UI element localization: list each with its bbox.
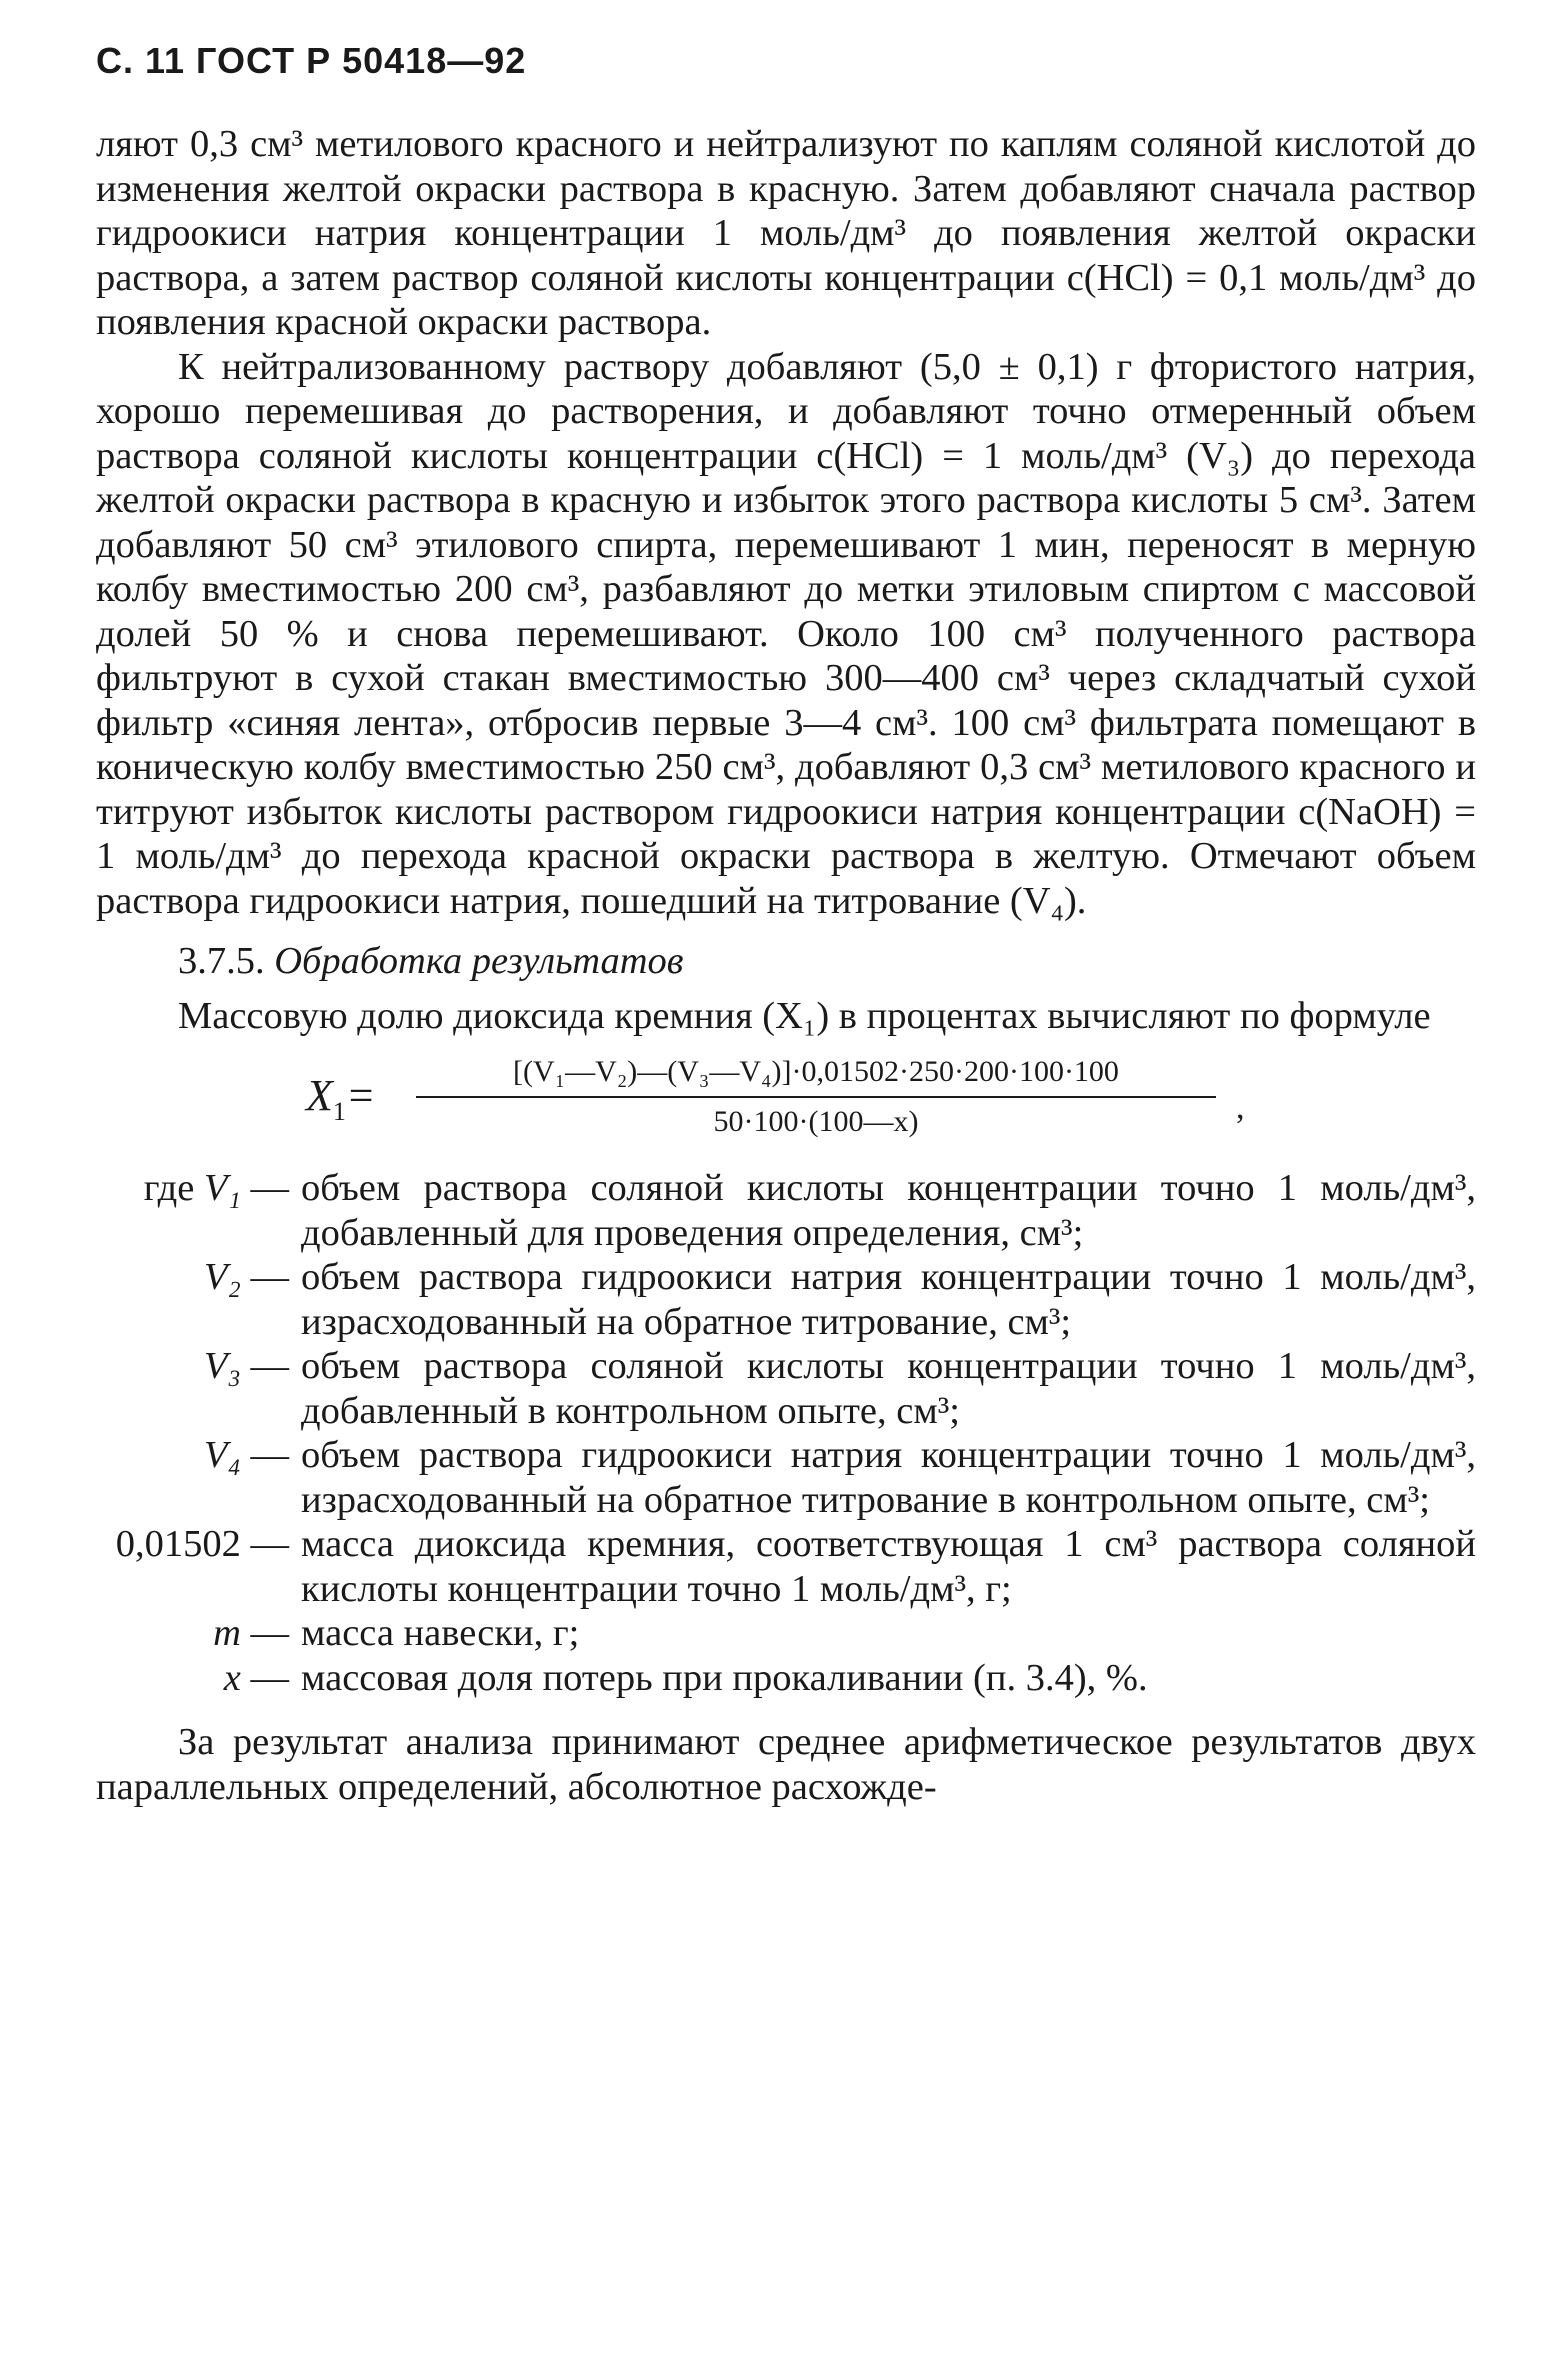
symbol-coefficient: 0,01502 [115, 1523, 241, 1565]
section-number: 3.7.5. [178, 940, 265, 982]
definition-dash: — [250, 1345, 289, 1387]
symbol-v4: V₄ [203, 1434, 241, 1476]
definition-symbol [96, 1344, 301, 1389]
page-header: С. 11 ГОСТ Р 50418—92 [96, 40, 527, 81]
definition-text: масса диоксида кремния, соответствующая 1 см³ раствора соляной кислоты концентрации точно 1 моль/дм³, г; [301, 1523, 1476, 1610]
symbol-x: x [223, 1656, 241, 1699]
definition-text: объем раствора соляной кислоты концентрации точно 1 моль/дм³, добавленный для проведения определения, см³; [301, 1167, 1476, 1254]
definition-symbol [96, 1255, 301, 1300]
definition-dash: — [250, 1656, 289, 1699]
symbol-v1: V₁ [203, 1167, 241, 1209]
definition-text: объем раствора гидроокиси натрия концентрации точно 1 моль/дм³, израсходованный на обратное титрование в контрольном опыте, см³; [301, 1434, 1476, 1521]
paragraph-last: За результат анализа принимают среднее арифметическое результатов двух параллельных определений, абсолютное расхожде- [96, 1721, 1476, 1808]
definition-item [96, 1344, 1476, 1433]
definition-symbol [96, 1166, 301, 1211]
definition-dash: — [250, 1612, 289, 1654]
definition-item [96, 1656, 1476, 1701]
formula-numerator: [(V₁—V₂)—(V₃—V₄)]·0,01502·250·200·100·100 [513, 1055, 1119, 1088]
formula-fraction [416, 1052, 1216, 1142]
document-body [96, 122, 1476, 1809]
formula-x1 [96, 1052, 1476, 1162]
fraction-bar [416, 1096, 1216, 1098]
formula-lhs-symbol: X [306, 1071, 333, 1120]
section-title: Обработка результатов [274, 940, 684, 982]
definition-symbol [96, 1611, 301, 1656]
definition-symbol [96, 1433, 301, 1478]
definition-item [96, 1433, 1476, 1522]
where-label: где [143, 1167, 195, 1209]
definition-text: объем раствора гидроокиси натрия концентрации точно 1 моль/дм³, израсходованный на обратное титрование, см³; [301, 1256, 1476, 1343]
definition-item [96, 1611, 1476, 1656]
formula-lhs-subscript: 1 [332, 1096, 346, 1126]
definition-text: объем раствора соляной кислоты концентрации точно 1 моль/дм³, добавленный в контрольном опыте, см³; [301, 1345, 1476, 1432]
definition-text: масса навески, г; [301, 1612, 580, 1654]
formula-comma: , [1236, 1089, 1245, 1126]
definition-item [96, 1166, 1476, 1255]
paragraph-1: ляют 0,3 см³ метилового красного и нейтрализуют по каплям соляной кислотой до изменения желтой окраски раствора в красную. Затем добавляют сначала раствор гидроокиси натрия концентрации 1 моль/дм³ до появления желтой окраски раствора, а затем раствор соляной кислоты концентрации c(HCl) = 0,1 моль/дм³ до появления красной окраски раствора. [96, 123, 1476, 343]
definition-symbol [96, 1656, 301, 1701]
paragraph-2: К нейтрализованному раствору добавляют (5,0 ± 0,1) г фтористого натрия, хорошо перемешивая до растворения, и добавляют точно отмеренный объем раствора соляной кислоты концентрации c(HCl) = 1 моль/дм³ (V₃) до перехода желтой окраски раствора в красную и избыток этого раствора кислоты 5 см³. Затем добавляют 50 см³ этилового спирта, перемешивают 1 мин, переносят в мерную колбу вместимостью 200 см³, разбавляют до метки этиловым спиртом с массовой долей 50 % и снова перемешивают. Около 100 см³ полученного раствора фильтруют в сухой стакан вместимостью 300—400 см³ через складчатый сухой фильтр «синяя лента», отбросив первые 3—4 см³. 100 см³ фильтрата помещают в коническую колбу вместимостью 250 см³, добавляют 0,3 см³ метилового красного и титруют избыток кислоты раствором гидроокиси натрия концентрации c(NaOH) = 1 моль/дм³ до перехода красной окраски раствора в желтую. Отмечают объем раствора гидроокиси натрия, пошедший на титрование (V₄). [96, 345, 1476, 922]
definition-dash: — [250, 1167, 289, 1209]
definitions-list [96, 1166, 1476, 1700]
definition-symbol [96, 1522, 301, 1567]
symbol-v3: V₃ [203, 1345, 241, 1387]
definition-text: массовая доля потерь при прокаливании (п. 3.4), %. [301, 1656, 1148, 1699]
definition-dash: — [250, 1256, 289, 1298]
paragraph-3: Массовую долю диоксида кремния (X₁) в процентах вычисляют по формуле [178, 994, 1431, 1037]
definition-item [96, 1522, 1476, 1611]
formula-lhs [306, 1071, 376, 1134]
definition-dash: — [250, 1523, 289, 1565]
section-heading [178, 939, 1476, 984]
formula-denominator: 50·100·(100—x) [713, 1105, 919, 1138]
definition-item [96, 1255, 1476, 1344]
symbol-v2: V₂ [203, 1256, 241, 1298]
symbol-m: m [213, 1612, 241, 1654]
formula-equals: = [345, 1071, 376, 1120]
definition-dash: — [250, 1434, 289, 1476]
